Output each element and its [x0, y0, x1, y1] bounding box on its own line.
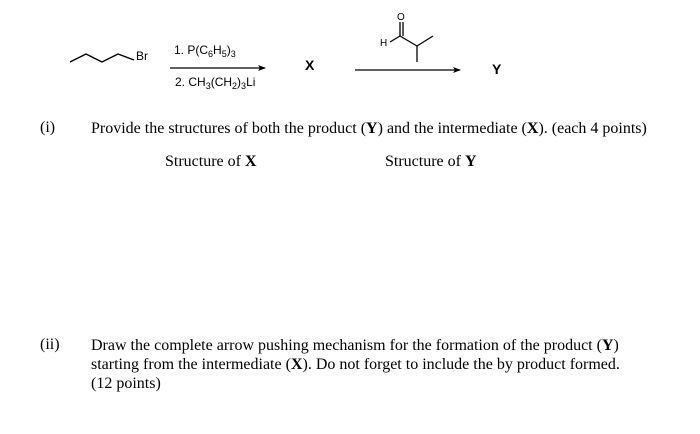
question-ii-line-2: starting from the intermediate (X). Do not forget to include the by product formed. — [91, 356, 620, 373]
aldehyde-o-label: O — [397, 12, 405, 23]
bromobutane-structure — [70, 54, 134, 62]
reagent-step1: 1. $P(C_6H_5)_3$ — [174, 43, 236, 59]
reagent-step2: 2. $CH_3(CH_2)_3Li$ — [175, 75, 256, 91]
structure-x-heading: Structure of X — [165, 153, 257, 170]
intermediate-x-label: X — [305, 57, 315, 73]
product-y-label: Y — [492, 61, 502, 77]
isobutyraldehyde-structure — [390, 22, 433, 62]
question-ii-line-3: (12 points) — [91, 375, 161, 392]
question-ii-label: (ii) — [40, 336, 60, 353]
structure-x-answer-area[interactable] — [90, 178, 350, 318]
structure-y-heading: Structure of Y — [385, 153, 477, 170]
question-ii-text — [91, 336, 691, 393]
reaction-arrow-2 — [355, 67, 461, 73]
reaction-arrow-1 — [170, 65, 266, 71]
structure-y-answer-area[interactable] — [360, 178, 620, 318]
question-i-text: Provide the structures of both the product (Y) and the intermediate (X). (each 4 points) — [91, 120, 647, 137]
aldehyde-h-label: H — [380, 38, 388, 49]
question-i-label: (i) — [40, 119, 56, 136]
reaction-scheme — [0, 0, 700, 110]
bromine-label: Br — [136, 49, 148, 63]
question-ii-line-1: Draw the complete arrow pushing mechanism for the formation of the product (Y) — [91, 337, 619, 354]
